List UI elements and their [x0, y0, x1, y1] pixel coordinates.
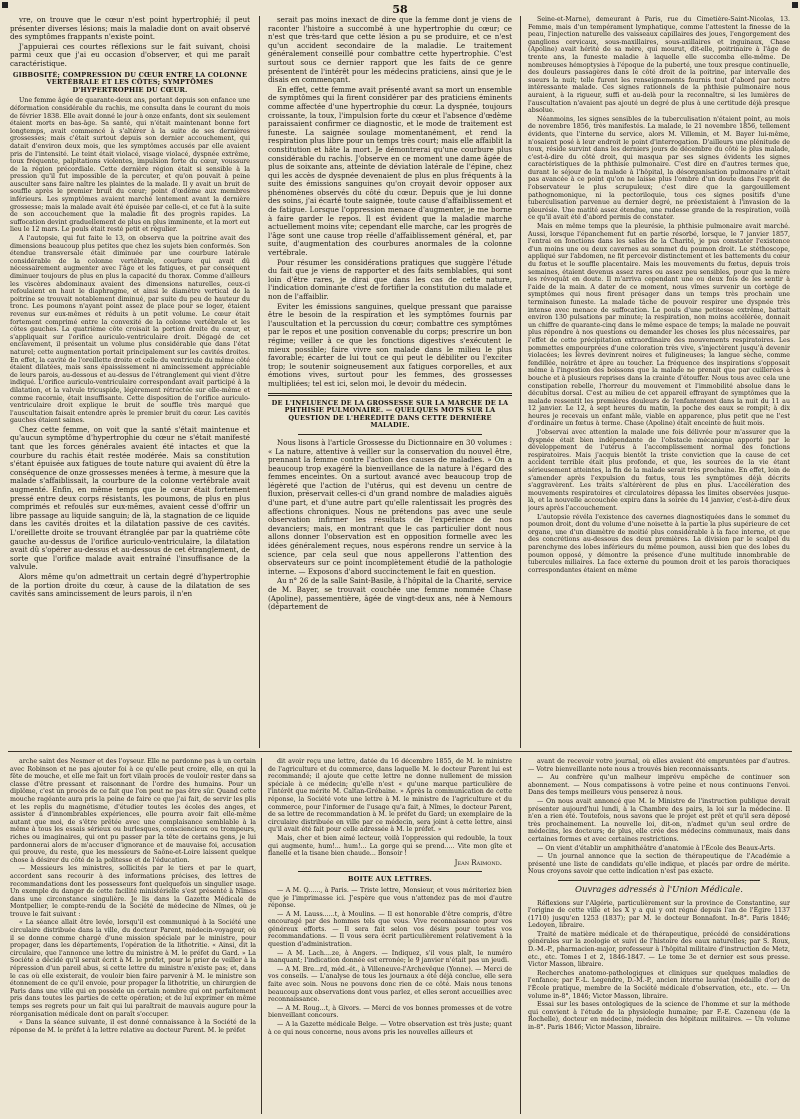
paragraph: J'appuierai ces courtes réflexions sur le fait suivant, choisi parmi ceux que j'ai eu occasion d'observer, et qui me paraît caractéristique. — [10, 41, 250, 68]
article-column-1 — [10, 16, 250, 748]
feuilleton-column-3 — [528, 758, 790, 1114]
paragraph: — A M. Bre...rd, méd.-ét., à Villeneuve-l'Archevêque (Yonne). — Merci de vos conseils. — L'analyse de tous les journaux a été déjà conclue, elle sera faite avec soin. Nous ne pouvons donc rien de ce côté. Mais nous tenons beaucoup aux observations dont vous parlez, et elles seront accueillies avec reconnaissance. — [268, 965, 512, 1004]
paragraph: — Au confrère qu'un malheur imprévu empêche de continuer son abonnement. — Nous compatissons à votre peine et nous continuons l'envoi. Dans des temps meilleurs vous penserez à nous. — [528, 774, 790, 797]
section-rule — [298, 434, 482, 435]
paragraph: — On nous avait annoncé que M. le Ministre de l'instruction publique devait présenter aujourd'hui lundi, à la Chambre des pairs, la loi sur la médecine. Il n'en a rien été. Toutefois, nous savons que le projet est prêt et qu'il sera déposé très prochainement. La nouvelle loi, dit-on, n'admet qu'un seul ordre de médecins, les docteurs; de plus, elle crée des médecins communaux, mais dans certaines formes et avec certaines restrictions. — [528, 797, 790, 843]
feuilleton-column-2 — [268, 758, 512, 1114]
paragraph: Chez cette femme, on voit que la santé s'était maintenue et qu'aucun symptôme d'hypertrophie du cœur ne s'était manifesté tant que les forces générales avaient été intactes et que la courbure du rachis était restée modérée. Mais sa constitution s'étant épuisée aux fatigues de toute nature qui avaient dû être la conséquence de onze grossesses menées à terme, à mesure que la malade s'affaiblissait, la courbure de la colonne vertébrale avait augmenté. Enfin, en même temps que le cœur était fortement pressé entre deux corps résistants, les poumons, de plus en plus comprimés et refoulés sur eux-mêmes, avaient cessé d'offrir un libre passage au liquide sanguin; de là, la stagnation de ce liquide dans les cavités droites et la dilatation passive de ces cavités. L'oreillette droite se trouvant étranglée par par la quatrième côte gauche au-dessus de l'orifice auriculo-ventriculaire, la dilatation avait dû s'opérer au-dessus et au-dessous de cet étranglement, de sorte que l'orifice malade avait entraîné l'insuffisance de la valvule. — [10, 424, 250, 572]
paragraph: — A M. Roug...t, à Givors. — Merci de vos bonnes promesses et de votre bienveillant concours. — [268, 1004, 512, 1020]
paragraph: « La séance allait être levée, lorsqu'il est communiqué à la Société une circulaire distribuée dans la ville, du docteur Parent, médecin-voyageur, où il se donne comme chargé d'une mission spéciale par le ministre, pour propager, dans les départements, l'opération de la lithotritie. « Ainsi, dit la circulaire, que l'annonce une lettre du ministre à M. le préfet du Gard. » La Société a décidé qu'il serait écrit à M. le préfet, pour le prier de veiller à la répression d'un pareil abus, si cette lettre du ministre n'existe pas; et, dans le cas où elle existerait, de vouloir bien faire parvenir à M. le ministre son étonnement de ce qu'il envoie, pour propager la lithotritie, un chirurgien de Paris dans une ville qui en possède un certain nombre qui ont parfaitement pris dans toutes les parties de cette opération; et de lui exprimer en même temps ses regrets pour un fait qui lui paraîtrait de mauvais augure pour la réorganisation médicale dont on paraît s'occuper. — [10, 919, 256, 1018]
paragraph: — A la Gazette médicale Belge. — Votre observation est très juste; quant à ce qui nous concerne, nous avons pris les nouvelles ailleurs et — [268, 1021, 512, 1036]
paragraph: — Un journal annonce que la section de thérapeutique de l'Académie a présenté une liste de candidats qu'elle indique, et placés par ordre de mérite. Nous croyons savoir que cette indication n'est pas exacte. — [528, 853, 790, 876]
section-rule — [298, 871, 482, 872]
feuilleton-divider — [8, 751, 792, 752]
article-column-2 — [268, 16, 512, 748]
registration-mark — [792, 2, 798, 8]
paragraph: En effet, cette femme avait présenté avant sa mort un ensemble de symptômes qui la firent considérer par des praticiens éminents comme affectée d'une hypertrophie du cœur. La dyspnée, toujours croissante, la toux, l'impulsion forte du cœur et l'absence d'œdème paraissaient confirmer ce diagnostic, et le mode de traitement est funeste. La saignée soulage momentanément, et rend la respiration plus libre pour un temps très court; mais elle affaiblit la constitution et hâte la mort. Je démontrerai qu'une courbure plus considérable du rachis. J'observe en ce moment une dame âgée de plus de soixante ans, atteinte de déviation latérale de l'épine, chez qui les accès de dyspnée devenaient de plus en plus fréquents à la suite des émissions sanguines qu'on croyait devoir opposer aux phénomènes observés du côté du cœur. Depuis que je lui donne des soins, j'ai écarté toute saignée, toute cause d'affaiblissement et de fatigue. Lorsque l'oppression menace d'augmenter, je me borne à faire garder le repos. Il est évident que la maladie marche actuellement moins vite; cependant elle marche, car les progrès de l'âge sont une cause trop réelle d'affaiblissement général, et, par suite, d'augmentation des courbures anormales de la colonne vertébrale. — [268, 84, 512, 258]
paragraph: Eviter les émissions sanguines, quelque pressant que paraisse être le besoin de la respiration et les symptômes fournis par l'auscultation et la percussion du cœur; combattre ces symptômes par le repos et une position convenable du corps; prescrire un bon régime; veiller à ce que les fonctions digestives s'exécutent le mieux possible; faire vivre son malade dans le milieu le plus favorable; écarter de lui tout ce qui peut le débiliter ou l'exciter trop; le soutenir soigneusement aux fatigues corporelles, et aux émotions vives, surtout pour les femmes, des grossesses multipliées; tel est ici, selon moi, le devoir du médecin. — [268, 301, 512, 388]
paragraph: — A M. Q......, à Paris. — Triste lettre, Monsieur, et vous mériteriez bien que je l'imprimasse ici. J'espère que vous n'attendez pas de moi d'autre réponse. — [268, 886, 512, 910]
paragraph: Néanmoins, les signes sensibles de la tuberculisation n'étaient point, au mois de novembre 1856, très manifestés. La malade, le 21 novembre 1856, tellement évidents, que l'interne du service, alors M. Villemin, et M. Bayer lui-même, n'osaient posé à leur endroit le point d'interrogation. D'ailleurs une plénitude de toux, réside survint dans les derniers jours de décembre du côté le plus malade, c'est-à-dire du côté droit, qui masqua par ses signes évidents les signes caractéristiques de la phthisie pulmonaire. C'est dire en d'autres termes que, durant le séjour de la malade à l'hôpital, la désorganisation pulmonaire n'était pas avancée à ce point qu'on ne laisse plus l'ombre d'un doute dans l'esprit de l'observateur le plus scrupuleux; c'est dire que la gargouillement pathognomonique, ni la pectoriloquie, tous ces signes positifs d'une tuberculisation parvenue au dernier degré, ne préexistaient à l'invasion de la pleurésie. Une matité assez étendue, une rudesse grande de la respiration, voilà ce qu'il avait été d'abord permis de constater. — [528, 115, 790, 222]
paragraph: — Messieurs les ministres, sollicités par le tiers et par le quart, accordent sans recourir à des informations précises, des lettres de recommandations dont les possesseurs font quelquefois un singulier usage. Un exemple du danger de cette facilité ministérielle s'est présenté à Nîmes dans une circonstance singulière. Je lis dans la Gazette Médicale de Montpellier, le compte-rendu de la Société de médecine de Nîmes, où je trouve le fait suivant : — [10, 865, 256, 918]
page-number: 58 — [392, 3, 408, 16]
article-column-3 — [528, 16, 790, 748]
column-divider — [259, 16, 260, 748]
section-rule — [558, 880, 760, 881]
section-heading: BOITE AUX LETTRES. — [347, 875, 433, 884]
paragraph: Mais, cher et bien aimé lecteur, voilà l'oppression qui redouble, la toux qui augmente, hum!... hum!... La gorge qui se prend..... Vite mon gîte et flanelle et la tisane bien chaude... Bonsoir ! — [268, 834, 512, 858]
paragraph: vre, on trouve que le cœur n'est point hypertrophié; il peut présenter diverses lésions; mais la maladie dont on avait observé des symptômes frappants n'existe point. — [10, 16, 250, 42]
paragraph: Traité de matière médicale et de thérapeutique, précédé de considérations générales sur la zoologie et suivi de l'histoire des eaux naturelles; par S. Roux, D.-M.-P., pharmacien-major, professeur à l'hôpital militaire d'instruction de Metz, etc., etc. Tomes I et 2, 1846-1847. — Le tome 3e et dernier est sous presse. Victor Masson, libraire. — [528, 930, 790, 969]
section-heading: DE L'INFLUENCE DE LA GROSSESSE SUR LA MARCHE DE LA PHTHISIE PULMONAIRE. — QUELQUES MOTS SUR LA QUESTION DE L'HÉRÉDITÉ DANS CETTE DERNIÈRE MALADIE. — [271, 398, 509, 430]
paragraph: serait pas moins inexact de dire que la femme dont je viens de raconter l'histoire a succombé à une hypertrophie du cœur; ce n'est que très-tard que cette lésion a pu se produire, et ce n'est qu'un accident secondaire de la maladie. Le traitement généralement conseillé pour combattre cette hypertrophie. C'est surtout sous ce dernier rapport que les faits de ce genre présentent de l'intérêt pour les médecins praticiens, ainsi que je le disais en commençant. — [268, 16, 512, 85]
column-divider — [520, 16, 521, 748]
paragraph: Au n° 26 de la salle Saint-Basile, à l'hôpital de la Charité, service de M. Bayer, se trouvait couchée une femme nommée Chase (Apoline), passementière, âgée de vingt-deux ans, née à Nemours (département de — [268, 576, 512, 612]
paragraph: Pour résumer les considérations pratiques que suggère l'étude du fait que je viens de rapporter et des faits semblables, qui sont loin d'être rares, je dirai que dans les cas de cette nature, l'indication dominante c'est de fortifier la constitution du malade et non de l'affaiblir. — [268, 257, 512, 301]
paragraph: J'observai avec attention la malade une fois délivrée pour m'assurer que la dyspnée était bien indépendante de l'obstacle mécanique apporté par le développement de l'utérus à l'accomplissement normal des fonctions respiratoires. Mais j'acquis bientôt la triste conviction que la cause de cet accident terrible était plus profonde, et que, les sources de la vie étant sérieusement atteintes, la fin de la malade serait très prochaine. En effet, loin de s'amender après l'expulsion du fœtus, tous les symptômes déjà décrits s'aggravèrent. Les traits s'altérèrent de plus en plus. L'accélération des mouvements respiratoires et circulatoires dépassa les limites observées jusque-là, et la nouvelle accouchée expira dans la soirée du 14 janvier, c'est-à-dire deux jours après l'accouchement. — [528, 429, 790, 512]
paragraph: Nous lisons à l'article Grossesse du Dictionnaire en 30 volumes : « La nature, attentive à veiller sur la conservation du nouvel être, prennant la femme contre l'action des causes de maladies. » On a beaucoup trop exagéré la bienveillance de la nature à l'égard des femmes enceintes. On a surtout avancé avec beaucoup trop de légèreté que l'action de l'utérus, qui est devenu un centre de fluxion, préservait celles-ci d'un grand nombre de maladies aiguës d'une part, et d'une autre part qu'elle ralentissait les progrès des affections chroniques. Nous ne prétendons pas avec une seule observation infirmer les résultats de l'expérience de nos devanciers; mais, en montrant que le cas particulier dont nous allons donner l'observation est en opposition formelle avec les idées généralement reçues, nous espérons rendre un service à la science, par cela seul que nous appellerons l'attention des observateurs sur ce point incomplètement étudié de la pathologie interne. — Exposons d'abord succinctement le fait en question. — [268, 437, 512, 576]
paragraph: « Dans la séance suivante, il est donné connaissance à la Société de la réponse de M. le préfet à la lettre relative au docteur Parent. M. le préfet — [10, 1019, 256, 1034]
paragraph: Seine-et-Marne), demeurant à Paris, rue du Cimetière-Saint-Nicolas, 13. Femme, mais d'un tempérament lymphatique, comme l'attestent la finesse de la peau, l'injection naturelle des vaisseaux capillaires des joues, l'engorgement des ganglions cervicaux, sous-maxillaires, sous-axillaires et inguinaux, Chase (Apoline) avait hérité de sa mère, qui mourut, dit-elle, poitrinaire à l'âge de trente ans, la funeste maladie à laquelle elle succomba elle-même. De nombreuses hémoptysies à l'époque de la puberté, une toux presque continuelle, des douleurs passagères dans le côté droit de la poitrine, par intervalle des sueurs la nuit; telle furent les renseignements fournis tout d'abord par notre intéressante malade. Ces signes rationnels de la phthisie pulmonaire nous auraient, à la rigueur, suffi et au-delà pour la reconnaître, si les lumières de l'auscultation n'avaient pas ajouté un degré de plus à une certitude déjà presque absolue. — [528, 16, 790, 115]
author-signature: Jean Raimond. — [454, 858, 502, 867]
paragraph: Alors même qu'on admettrait un certain degré d'hypertrophie de la portion droite du cœur, à cause de la dilatation de ses cavités sans amincissement de leurs parois, il n'en — [10, 571, 250, 599]
paragraph: A l'autopsie, qui fut faite le 13, on observa que la poitrine avait des dimensions beaucoup plus petites que chez les sujets bien conformés. Son étendue transversale était diminuée par une courbure latérale considérable de la colonne vertébrale, courbure qui avait dû nécessairement augmenter avec l'âge et les fatigues, et par conséquent diminuer toujours de plus en plus la capacité du thorax. Comme d'ailleurs les viscères abdominaux avaient des dimensions naturelles, ceux-ci refoulaient en haut le diaphragme, et ainsi le diamètre vertical de la poitrine se trouvait notablement diminué, par suite du peu de hauteur du tronc. Les poumons n'ayant point assez de place pour se loger, étaient revenus sur eux-mêmes et réduits à un petit volume. Le cœur était fortement comprimé entre la convexité de la colonne vertébrale et les côtes gauches. La quatrième côte croisait la portion droite du cœur, et s'appliquait sur l'orifice auriculo-ventriculaire droit. Dégagé de cet enclavement, il présentait un volume plus considérable que dans l'état naturel; cette augmentation portait principalement sur les cavités droites. En effet, la cavité de l'oreillette droite et celle du ventricule du même côté étaient dilatées, mais sans épaississement ni amincissement appréciable de leurs parois, au-dessous et au-dessus de l'étranglement qui vient d'être indiqué. L'orifice auriculo-ventriculaire correspondant avait participé à la dilatation, et la valvule tricuspide, légèrement rétractée sur elle-même et comme racornie, était insuffisante. Cette disposition de l'orifice auriculo-ventriculaire droit explique le bruit de souffle très marqué que l'auscultation faisait entendre après le premier bruit du cœur. Les cavités gauches étaient saines. — [10, 235, 250, 425]
paragraph: avant de recevoir votre journal, où elles avaient été empruntées par d'autres. — Votre bienveillante note nous a trouvés bien reconnaissants. — [528, 758, 790, 773]
section-heading: GIBBOSITÉ; COMPRESSION DU CŒUR ENTRE LA COLONNE VERTÉBRALE ET LES CÔTES; SYMPTÔMES D'HYPERTROPHIE DU CŒUR. — [12, 70, 248, 94]
paragraph: Réflexions sur l'Algérie, particulièrement sur la province de Constantine, sur l'origine de cette ville et les X y a qui y ont régné depuis l'an de l'Égire 1137 (1710) jusqu'en 1253 (1837); par M. le docteur Bonnafont. In-8°. Paris 1846; Ledoyen, libraire. — [528, 899, 790, 930]
section-rule — [268, 393, 512, 396]
paragraph: Mais en même temps que la pleurésie, la phthisie pulmonaire avait marché. Aussi, lorsque l'épanchement fut en partie résorbé, lorsque, le 7 janvier 1857, l'entrai en fonctions dans les salles de la Charité, je pus constater l'existence d'un moins une ou deux cavernes au sommet du poumon droit. Le stéthoscope, appliqué sur l'abdomen, ne fit percevoir distinctement et les battements du cœur du fœtus et le souffle placentaire. Mais les mouvements du fœtus, depuis trois semaines, étaient devenus assez rares ou assez peu sensibles, pour que la mère les révoquât en doute. Il m'arriva cependant une ou deux fois de les sentir à l'aide de la main. A dater de ce moment, nous vîmes survenir un cortège de symptômes qui nous firent présager dans un temps très prochain une terminaison funeste. La malade tâche de pouvoir respirer une dyspnée très intense avec menace de suffocation. Le pouls d'une petitesse extrême, battait environ 130 pulsations par minute; la respiration, non moins accélérée, donnait un chiffre de quarante-cinq dans le même espace de temps; la malade ne pouvait plus répondre à nos questions ou demander les choses les plus nécessaires, par l'effet de cette précipitation extraordinaire des mouvements respiratoires. Les pommettes empourprées d'une coloration très vive, s'injectèrent jusqu'à devenir violacées; les lèvres devinrent noires et fuligineuses; la langue sèche, comme fendillée, noirâtre et âpre au toucher. La fréquence des inspirations s'opposait même à l'ingestion des boissons que la malade ne prenait que par cuillerées à bouche et à plusieurs reprises dans la crainte d'étouffer. Nous tous avec cela une constipation rebelle, l'horreur du mouvement et l'immobilité absolue dans le décubitus dorsal. C'est au milieu de cet appareil effrayant de symptômes que la malade ressentit les premières douleurs de l'enfantement dans la nuit du 11 au 12 janvier. Le 12, à sept heures du matin, la poche des eaux se rompit; à dix heures je recevais un enfant mâle, viable en apparence, plus petit que ne l'est d'ordinaire un fœtus à terme. Chase (Apoline) était enceinte de huit mois. — [528, 223, 790, 428]
paragraph: — A M. Lach....ze, à Angers. — Indiquez, s'il vous plaît, le numéro manquant; l'indication donnée est erronée; le 9 janvier n'était pas un jeudi. — [268, 949, 512, 965]
paragraph: Recherches anatomo-pathologiques et cliniques sur quelques maladies de l'enfance; par F.-L. Legendre, D.-M.-P., ancien interne lauréat (médaille d'or) de l'École pratique, membre de la Société médicale d'observation, etc., etc. — Un volume in-8°, 1846; Victor Masson, libraire. — [528, 969, 790, 1000]
paragraph: L'autopsie révéla l'existence des cavernes diagnostiquées dans le sommet du poumon droit, dont du volume d'une noisette à la partie la plus supérieure de cet organe, une d'un diamètre de moitié plus considérable à la face interne, et que des concrétions au-dessous des deux premières. La division par le scalpel du parenchyme des lobes inférieurs du même poumon, aussi bien que des lobes du poumon opposé, y démontre la présence d'une multitude innombrable de tubercules miliaires. La face externe du poumon droit et les parois thoraciques correspondantes étaient en même — [528, 513, 790, 574]
paragraph: Essai sur les bases ontologiques de la science de l'homme et sur la méthode qui convient à l'étude de la physiologie humaine; par F.-E. Cazeneau (de la Rochelle), docteur en médecine, médecin des hôpitaux militaires. — Un volume in-8°. Paris 1846; Victor Masson, libraire. — [528, 1001, 790, 1031]
paragraph: Une femme âgée de quarante-deux ans, portant depuis son enfance une déformation considérable du rachis, me consulta dans le courant du mois de février 1838. Elle avait donné le jour à onze enfants, dont six seulement étaient morts en bas-âge. Sa santé, qui n'était maintenant bonne fort longtemps, avait commencé à s'altérer à la suite de ses dernières grossesses; mais c'était surtout depuis son dernier accouchement, qui datait d'environ deux mois, que les symptômes accusés par elle avaient pris de l'intensité. Le teint était violacé, visage violacé, dyspnée extrême, toux fréquente, palpitations violentes, impulsion forte du cœur, voussure de la région précordiale. Cette dernière région était si sensible à la pression qu'il fut impossible de la percuter, et qu'on pouvait à peine ausculter sans faire naître les plaintes de la malade. Il y avait un bruit de souffle après le premier bruit du cœur; point d'œdème aux membres inférieurs. Les symptômes avaient marché lentement avant la dernière grossesse; mais la malade avait été épuisée par celle-ci, et ce fut à la suite de son accouchement que la maladie fit des progrès rapides. La suffocation devint graduellement de plus en plus imminente, et la mort eut lieu le 12 mars. Le pouls était resté petit et régulier. — [10, 97, 250, 234]
paragraph: — A M. Lauss......t, à Moulins. — Il est honorable d'être compris, d'être encouragé par des hommes tels que vous. Vive reconnaissance pour vos généreux efforts. — Il sera fait selon vos désirs pour toutes vos recommandations. — Il vous sera écrit particulièrement relativement à la question d'administration. — [268, 910, 512, 949]
feuilleton-column-1 — [10, 758, 256, 1114]
column-divider — [261, 758, 262, 1114]
column-divider — [520, 758, 521, 1114]
paragraph: — On vient d'établir un amphithéâtre d'anatomie à l'École des Beaux-Arts. — [537, 844, 776, 852]
paragraph: dit avoir reçu une lettre, datée du 16 décembre 1855, de M. le ministre de l'agriculture et du commerce, dans laquelle M. le docteur Parent lui est recommandé; il ajoute que cette lettre ne donne nullement de mission spéciale à ce médecin; qu'elle n'est « qu'une marque particulière de l'intérêt que mérite M. Caltan-Grébaine. » Après la communication de cette réponse, la Société vote une lettre à M. le ministre de l'agriculture et du commerce, pour l'informer de l'usage qu'a fait, à Nîmes, le docteur Parent, de sa lettre de recommandation à M. le préfet du Gard; un exemplaire de la circulaire distribuée en ville par ce médecin, sera joint à cette lettre, ainsi qu'il avait été fait pour celle adressée à M. le préfet. » — [268, 758, 512, 834]
registration-mark — [2, 2, 8, 8]
paragraph: arche saint des Nesmer et des l'oyseur. Elle ne pardonne pas à un certain avec Robinson et ne pas ajouter foi à ce qu'elle peut croire, elle, en qui la fête de mouche, et elle me fait un fort vilain procès de vouloir rester dans sa classe d'être pressant et raisonnant de l'ordre des humains. Pour un diplôme, c'est un procès de ce fait que l'on peut ne pas être sûr. Quand cette mouche ragéante aura pris la peine de faire ce que j'ai fait, de servir les plis et les replis du magnétisme, d'étudier toutes les écoles des anges, et assister à d'innombrables expériences, elle pourra avoir fait elle-même autant que moi, de s'être prêtée avec une complaisance semblable à la même à tous les essais sérieux ou burlesques, consciencieux ou trompeurs, riches ou imaginaires, qui ont pu passer par la tête de certains gens, je lui pardonnerai alors de m'accuser d'ignorance et de mauvaise foi, accusation qui prouve, du reste, que les messieurs de Saône-et-Loire laissent quelque chose à désirer du côté de la politesse et de l'éducation. — [10, 758, 256, 864]
section-heading: Ouvrages adressés à l'Union Médicale. — [575, 884, 743, 895]
